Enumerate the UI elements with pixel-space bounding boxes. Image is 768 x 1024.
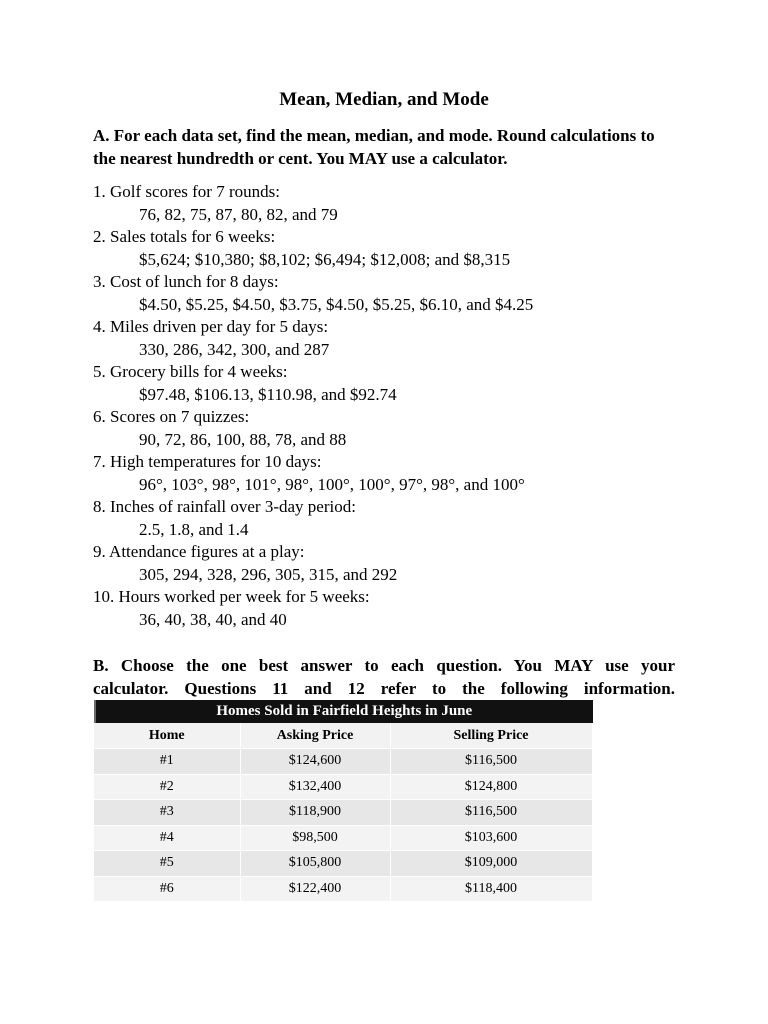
column-header-selling-price: Selling Price xyxy=(390,723,592,749)
problem-list xyxy=(93,181,693,631)
table-row xyxy=(94,851,592,877)
table-cell-selling-price: $118,400 xyxy=(390,876,592,902)
problem-data: $5,624; $10,380; $8,102; $6,494; $12,008; and $8,315 xyxy=(139,249,511,269)
problem-question: 5. Grocery bills for 4 weeks: xyxy=(93,362,288,381)
table-row xyxy=(94,774,592,800)
page-title: Mean, Median, and Mode xyxy=(279,89,489,110)
column-header-asking-price: Asking Price xyxy=(240,723,390,749)
table-cell-selling-price: $116,500 xyxy=(390,800,592,826)
problem-question: 6. Scores on 7 quizzes: xyxy=(93,407,250,426)
list-item xyxy=(93,541,693,586)
table-row xyxy=(94,800,592,826)
table-cell-home: #3 xyxy=(94,800,240,826)
table-cell-asking-price: $122,400 xyxy=(240,876,390,902)
problem-data: $4.50, $5.25, $4.50, $3.75, $4.50, $5.25, $6.10, and $4.25 xyxy=(139,294,534,314)
table-cell-asking-price: $118,900 xyxy=(240,800,390,826)
section-b-line: calculator. Questions 11 and 12 refer to the following information. xyxy=(93,679,675,698)
problem-data: 330, 286, 342, 300, and 287 xyxy=(139,339,330,359)
table-caption: Homes Sold in Fairfield Heights in June xyxy=(94,700,593,723)
homes-sold-table xyxy=(94,700,592,902)
section-a-instructions: A. For each data set, find the mean, median, and mode. Round calculations to the nearest hundredth or cent. You MAY use a calculator. xyxy=(93,126,655,168)
table-cell-home: #4 xyxy=(94,825,240,851)
table-cell-selling-price: $103,600 xyxy=(390,825,592,851)
data-table xyxy=(94,700,593,902)
table-cell-asking-price: $105,800 xyxy=(240,851,390,877)
problem-question: 4. Miles driven per day for 5 days: xyxy=(93,317,329,336)
list-item xyxy=(93,406,693,451)
section-b-instructions xyxy=(93,654,675,700)
table-cell-home: #6 xyxy=(94,876,240,902)
table-header-row xyxy=(94,723,592,749)
problem-question: 2. Sales totals for 6 weeks: xyxy=(93,227,276,246)
problem-question: 10. Hours worked per week for 5 weeks: xyxy=(93,587,370,606)
table-cell-selling-price: $116,500 xyxy=(390,749,592,775)
table-cell-asking-price: $98,500 xyxy=(240,825,390,851)
section-b-line: B. Choose the one best answer to each question. You MAY use your xyxy=(93,656,675,675)
list-item xyxy=(93,451,693,496)
table-cell-home: #2 xyxy=(94,774,240,800)
list-item xyxy=(93,181,693,226)
list-item xyxy=(93,586,693,631)
problem-data: 2.5, 1.8, and 1.4 xyxy=(139,519,249,539)
list-item xyxy=(93,361,693,406)
table-row xyxy=(94,876,592,902)
list-item xyxy=(93,316,693,361)
problem-data: 36, 40, 38, 40, and 40 xyxy=(139,609,287,629)
problem-question: 8. Inches of rainfall over 3-day period: xyxy=(93,497,356,516)
column-header-home: Home xyxy=(94,723,240,749)
table-cell-selling-price: $109,000 xyxy=(390,851,592,877)
problem-data: 76, 82, 75, 87, 80, 82, and 79 xyxy=(139,204,338,224)
table-cell-selling-price: $124,800 xyxy=(390,774,592,800)
table-cell-asking-price: $124,600 xyxy=(240,749,390,775)
problem-question: 1. Golf scores for 7 rounds: xyxy=(93,182,280,201)
table-row xyxy=(94,825,592,851)
problem-data: $97.48, $106.13, $110.98, and $92.74 xyxy=(139,384,397,404)
problem-data: 305, 294, 328, 296, 305, 315, and 292 xyxy=(139,564,398,584)
table-cell-home: #1 xyxy=(94,749,240,775)
problem-data: 90, 72, 86, 100, 88, 78, and 88 xyxy=(139,429,347,449)
table-cell-home: #5 xyxy=(94,851,240,877)
table-row xyxy=(94,749,592,775)
problem-question: 3. Cost of lunch for 8 days: xyxy=(93,272,279,291)
problem-question: 7. High temperatures for 10 days: xyxy=(93,452,322,471)
problem-question: 9. Attendance figures at a play: xyxy=(93,542,305,561)
list-item xyxy=(93,496,693,541)
problem-data: 96°, 103°, 98°, 101°, 98°, 100°, 100°, 97°, 98°, and 100° xyxy=(139,474,525,494)
table-cell-asking-price: $132,400 xyxy=(240,774,390,800)
list-item xyxy=(93,226,693,271)
list-item xyxy=(93,271,693,316)
